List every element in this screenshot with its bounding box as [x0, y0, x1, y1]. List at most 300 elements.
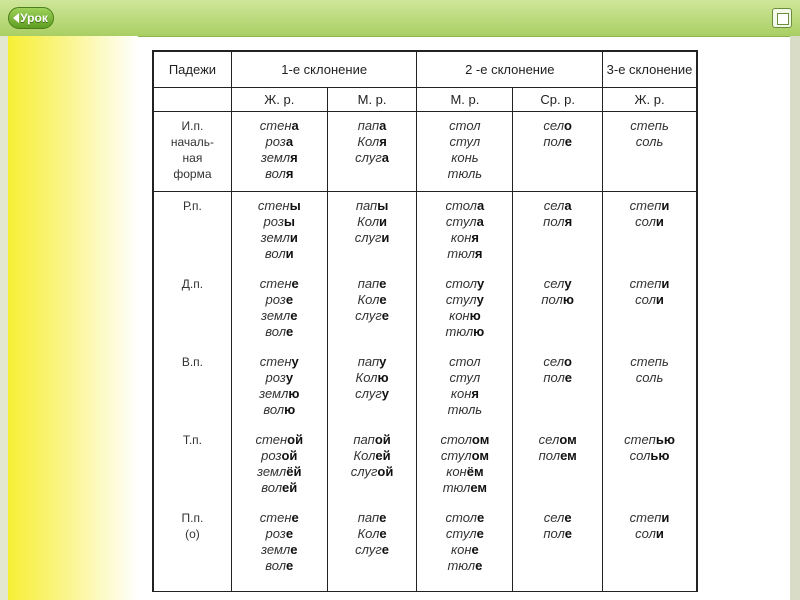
word-form	[232, 134, 327, 150]
word-stem: кон	[450, 386, 472, 401]
word-ending: е	[477, 510, 485, 525]
word-form	[232, 246, 327, 262]
word-stem: пол	[541, 292, 563, 307]
word-ending: я	[379, 134, 387, 149]
word-form	[417, 292, 512, 308]
word-ending: ы	[377, 198, 389, 213]
word-ending: у	[379, 354, 387, 369]
word-form	[603, 118, 696, 134]
forms-cell	[603, 192, 697, 592]
header-cases: Падежи	[154, 52, 232, 88]
word-ending: а	[381, 150, 389, 165]
word-form	[328, 526, 417, 542]
word-form	[328, 542, 417, 558]
header-second-declension: 2 -е склонение	[417, 52, 603, 88]
word-form	[417, 370, 512, 386]
word-ending: ой	[374, 432, 391, 447]
word-form	[328, 292, 417, 308]
word-form	[417, 432, 512, 448]
word-form	[328, 510, 417, 526]
subheader-gender: М. р.	[327, 88, 417, 112]
word-stem: земл	[260, 230, 290, 245]
word-stem: земл	[261, 542, 291, 557]
word-form	[232, 214, 327, 230]
word-stem: земл	[261, 308, 291, 323]
word-ending: ы	[289, 198, 301, 213]
word-ending: у	[285, 370, 294, 385]
word-ending: у	[564, 276, 572, 291]
word-ending: е	[475, 558, 483, 573]
word-form	[603, 134, 696, 150]
subheader-gender: М. р.	[417, 88, 513, 112]
word-ending: е	[564, 134, 573, 149]
word-ending: о	[564, 118, 572, 133]
word-form	[513, 448, 602, 464]
word-form	[232, 230, 327, 246]
word-form	[232, 324, 327, 340]
word-stem: земл	[259, 386, 289, 401]
word-ending: е	[290, 308, 298, 323]
word-ending: у	[476, 292, 484, 307]
word-ending: е	[381, 542, 389, 557]
forms-cell	[417, 112, 513, 192]
word-form	[603, 510, 696, 526]
forms-cell	[231, 192, 327, 592]
window-toggle-button[interactable]	[772, 8, 792, 28]
word-stem: сел	[543, 510, 565, 525]
word-ending: о	[564, 354, 572, 369]
right-frame	[790, 36, 800, 600]
word-form	[417, 526, 512, 542]
word-stem: слуг	[355, 386, 382, 401]
word-ending: и	[655, 214, 664, 229]
word-stem: тюл	[442, 480, 471, 495]
word-form	[513, 370, 602, 386]
word-form	[232, 198, 327, 214]
word-stem: тюль	[447, 402, 483, 417]
left-frame	[0, 36, 8, 600]
word-ending: е	[291, 510, 299, 525]
word-form	[417, 386, 512, 402]
word-ending: а	[564, 198, 572, 213]
word-ending: ем	[470, 480, 488, 495]
word-form	[417, 118, 512, 134]
top-toolbar	[0, 0, 800, 37]
forms-cell	[603, 112, 697, 192]
word-form	[417, 166, 512, 182]
word-form	[417, 198, 512, 214]
word-ending: а	[291, 118, 299, 133]
word-ending: и	[289, 230, 298, 245]
word-stem: тюль	[447, 166, 483, 181]
word-stem: вол	[263, 402, 285, 417]
word-ending: и	[379, 214, 388, 229]
word-ending: ом	[471, 448, 489, 463]
declension-table-frame	[152, 50, 698, 592]
word-form	[328, 150, 417, 166]
word-stem: стол	[449, 354, 481, 369]
word-stem: степ	[624, 432, 656, 447]
word-stem: соль	[635, 134, 664, 149]
word-form	[603, 354, 696, 370]
word-form	[603, 432, 696, 448]
word-stem: Кол	[355, 370, 378, 385]
word-ending: ю	[562, 292, 574, 307]
case-label: Т.п.	[182, 433, 203, 447]
word-stem: стол	[445, 276, 477, 291]
word-form	[328, 230, 417, 246]
word-ending: ой	[287, 432, 304, 447]
word-stem: степ	[629, 510, 662, 525]
word-ending: е	[564, 370, 573, 385]
word-stem: слуг	[350, 464, 378, 479]
word-ending: ом	[559, 432, 577, 447]
word-stem: слуг	[355, 542, 382, 557]
back-button[interactable]	[8, 7, 54, 29]
word-ending: ем	[560, 448, 577, 463]
word-stem: конь	[451, 150, 479, 165]
forms-cell	[327, 192, 417, 592]
forms-cell	[231, 112, 327, 192]
word-stem: стен	[259, 118, 292, 133]
word-form	[328, 354, 417, 370]
window-square-icon	[777, 13, 789, 25]
word-form	[603, 292, 696, 308]
word-form	[417, 542, 512, 558]
word-stem: слуг	[355, 308, 382, 323]
word-ending: я	[564, 214, 573, 229]
word-form	[232, 526, 327, 542]
word-form	[232, 308, 327, 324]
word-stem: кон	[451, 542, 472, 557]
word-stem: пол	[543, 526, 565, 541]
word-stem: роз	[265, 370, 286, 385]
word-stem: роз	[265, 292, 286, 307]
word-ending: я	[285, 166, 294, 181]
word-stem: земл	[260, 150, 291, 165]
word-ending: у	[381, 386, 389, 401]
word-form	[417, 324, 512, 340]
word-stem: земл	[257, 464, 287, 479]
case-label: Р.п.	[182, 199, 202, 213]
word-form	[328, 386, 417, 402]
word-ending: ю	[284, 402, 296, 417]
word-form	[513, 354, 602, 370]
word-stem: пап	[355, 198, 378, 213]
word-stem: сол	[635, 214, 656, 229]
word-ending: ью	[650, 448, 670, 463]
word-ending: е	[379, 526, 387, 541]
subheader-gender: Ср. р.	[513, 88, 603, 112]
side-gradient-decoration	[8, 36, 138, 600]
word-ending: е	[379, 292, 387, 307]
word-form	[232, 542, 327, 558]
word-form	[232, 386, 327, 402]
word-ending: е	[471, 542, 479, 557]
word-stem: вол	[265, 558, 287, 573]
word-stem: стул	[445, 292, 477, 307]
word-form	[603, 370, 696, 386]
word-form	[513, 526, 602, 542]
word-ending: е	[286, 558, 294, 573]
word-ending: и	[381, 230, 390, 245]
word-form	[328, 448, 417, 464]
word-ending: и	[655, 526, 664, 541]
word-form	[232, 292, 327, 308]
word-form	[417, 246, 512, 262]
word-stem: пап	[357, 118, 380, 133]
word-stem: стул	[449, 370, 481, 385]
word-form	[417, 402, 512, 418]
word-form	[417, 134, 512, 150]
word-stem: стол	[449, 118, 481, 133]
declension-table	[153, 51, 697, 592]
word-stem: тюл	[445, 324, 474, 339]
word-ending: ей	[375, 448, 391, 463]
word-form	[417, 558, 512, 574]
word-form	[232, 432, 327, 448]
word-ending: и	[661, 510, 670, 525]
word-stem: степ	[629, 276, 662, 291]
word-ending: и	[661, 198, 670, 213]
case-label: П.п.	[181, 511, 204, 525]
word-stem: пап	[357, 510, 380, 525]
word-form	[603, 448, 696, 464]
forms-cell	[327, 112, 417, 192]
word-form	[417, 354, 512, 370]
word-form	[232, 448, 327, 464]
case-label: В.п.	[181, 355, 204, 369]
word-ending: е	[379, 276, 387, 291]
word-stem: стул	[445, 526, 477, 541]
word-ending: е	[379, 510, 387, 525]
word-form	[328, 198, 417, 214]
word-ending: ы	[283, 214, 295, 229]
case-label: Д.п.	[181, 277, 204, 291]
word-stem: роз	[265, 526, 286, 541]
word-stem: Кол	[353, 448, 376, 463]
word-ending: ёй	[286, 464, 302, 479]
word-form	[232, 558, 327, 574]
word-ending: ей	[282, 480, 298, 495]
word-stem: слуг	[355, 150, 382, 165]
word-form	[513, 198, 602, 214]
word-stem: вол	[264, 246, 286, 261]
word-form	[513, 276, 602, 292]
word-stem: пол	[543, 214, 565, 229]
word-form	[328, 464, 417, 480]
word-form	[328, 134, 417, 150]
word-stem: степь	[630, 354, 669, 369]
word-stem: роз	[263, 214, 284, 229]
case-label: И.п.	[181, 119, 204, 133]
forms-cell	[417, 192, 513, 592]
word-ending: е	[564, 510, 572, 525]
word-ending: и	[661, 276, 670, 291]
word-stem: сел	[543, 118, 565, 133]
word-ending: ю	[288, 386, 300, 401]
word-form	[513, 510, 602, 526]
word-ending: ю	[469, 308, 481, 323]
word-form	[232, 354, 327, 370]
forms-cell	[513, 112, 603, 192]
word-ending: ью	[655, 432, 675, 447]
word-stem: вол	[261, 480, 283, 495]
word-stem: пап	[357, 354, 380, 369]
word-stem: сол	[635, 292, 656, 307]
word-form	[417, 464, 512, 480]
word-ending: а	[379, 118, 387, 133]
word-form	[513, 292, 602, 308]
word-stem: сел	[543, 276, 565, 291]
word-stem: Кол	[357, 214, 380, 229]
word-stem: Кол	[357, 134, 380, 149]
word-ending: я	[474, 246, 483, 261]
word-stem: пол	[543, 370, 565, 385]
word-stem: вол	[265, 166, 286, 181]
word-stem: вол	[265, 324, 287, 339]
word-form	[232, 118, 327, 134]
word-ending: е	[291, 276, 299, 291]
word-form	[328, 432, 417, 448]
word-stem: сол	[629, 448, 651, 463]
forms-cell	[513, 192, 603, 592]
word-stem: слуг	[354, 230, 382, 245]
word-stem: роз	[261, 448, 282, 463]
word-stem: стул	[440, 448, 472, 463]
word-ending: е	[564, 526, 573, 541]
subheader-empty	[154, 88, 232, 112]
word-ending: е	[290, 542, 298, 557]
word-stem: соль	[635, 370, 664, 385]
word-form	[513, 214, 602, 230]
word-stem: стен	[259, 354, 292, 369]
subheader-gender: Ж. р.	[603, 88, 697, 112]
word-form	[513, 118, 602, 134]
word-form	[513, 432, 602, 448]
word-form	[232, 150, 327, 166]
word-stem: Кол	[357, 526, 380, 541]
word-ending: и	[655, 292, 664, 307]
word-form	[232, 464, 327, 480]
word-stem: стол	[440, 432, 472, 447]
word-stem: стол	[445, 510, 477, 525]
word-ending: ой	[377, 464, 394, 479]
word-form	[232, 510, 327, 526]
word-form	[232, 370, 327, 386]
word-stem: Кол	[357, 292, 380, 307]
word-stem: кон	[449, 308, 470, 323]
word-stem: тюл	[447, 246, 475, 261]
word-form	[417, 510, 512, 526]
back-arrow-icon	[13, 13, 19, 23]
word-stem: кон	[450, 230, 472, 245]
word-form	[232, 402, 327, 418]
word-ending: а	[285, 134, 294, 149]
word-form	[417, 214, 512, 230]
word-stem: стен	[255, 432, 288, 447]
word-form	[328, 370, 417, 386]
word-form	[328, 276, 417, 292]
word-stem: пол	[543, 134, 565, 149]
word-ending: я	[471, 386, 479, 401]
case-label: (о)	[185, 527, 200, 541]
word-stem: стул	[445, 214, 477, 229]
case-nominative	[154, 112, 232, 192]
word-form	[603, 276, 696, 292]
word-stem: стул	[449, 134, 481, 149]
word-ending: е	[381, 308, 389, 323]
word-ending: е	[476, 526, 484, 541]
word-stem: кон	[446, 464, 467, 479]
word-ending: ю	[473, 324, 485, 339]
case-oblique	[154, 192, 232, 592]
word-ending: ём	[466, 464, 484, 479]
header-first-declension: 1-е склонение	[231, 52, 417, 88]
word-stem: степ	[629, 198, 662, 213]
subheader-gender: Ж. р.	[231, 88, 327, 112]
word-ending: у	[477, 276, 485, 291]
word-ending: ой	[281, 448, 298, 463]
header-third-declension: 3-е склонение	[603, 52, 697, 88]
word-form	[328, 308, 417, 324]
word-form	[603, 526, 696, 542]
word-form	[328, 118, 417, 134]
word-form	[417, 276, 512, 292]
word-ending: а	[477, 198, 485, 213]
word-form	[417, 150, 512, 166]
word-ending: ом	[471, 432, 490, 447]
word-stem: роз	[265, 134, 286, 149]
word-stem: сол	[635, 526, 656, 541]
word-ending: я	[471, 230, 479, 245]
word-stem: сел	[538, 432, 560, 447]
word-stem: сел	[543, 354, 565, 369]
word-ending: у	[291, 354, 299, 369]
case-label: форма	[173, 167, 212, 181]
word-form	[417, 448, 512, 464]
word-form	[417, 480, 512, 496]
word-form	[232, 276, 327, 292]
back-button-label: Урок	[20, 11, 48, 25]
word-stem: тюл	[447, 558, 476, 573]
word-form	[232, 166, 327, 182]
word-ending: ю	[377, 370, 389, 385]
word-stem: сел	[543, 198, 565, 213]
word-ending: е	[285, 526, 294, 541]
case-label: началь-	[170, 135, 215, 149]
word-form	[603, 214, 696, 230]
word-stem: стен	[257, 198, 290, 213]
word-stem: пап	[357, 276, 380, 291]
word-ending: а	[476, 214, 484, 229]
word-form	[513, 134, 602, 150]
word-form	[232, 480, 327, 496]
word-ending: е	[285, 292, 294, 307]
word-form	[328, 214, 417, 230]
word-stem: степь	[630, 118, 669, 133]
word-stem: стен	[259, 510, 292, 525]
word-stem: стол	[445, 198, 477, 213]
word-stem: пап	[353, 432, 375, 447]
case-label: ная	[182, 151, 203, 165]
word-form	[417, 308, 512, 324]
word-form	[417, 230, 512, 246]
word-stem: пол	[538, 448, 561, 463]
word-ending: я	[290, 150, 298, 165]
word-ending: е	[286, 324, 294, 339]
word-stem: стен	[259, 276, 292, 291]
